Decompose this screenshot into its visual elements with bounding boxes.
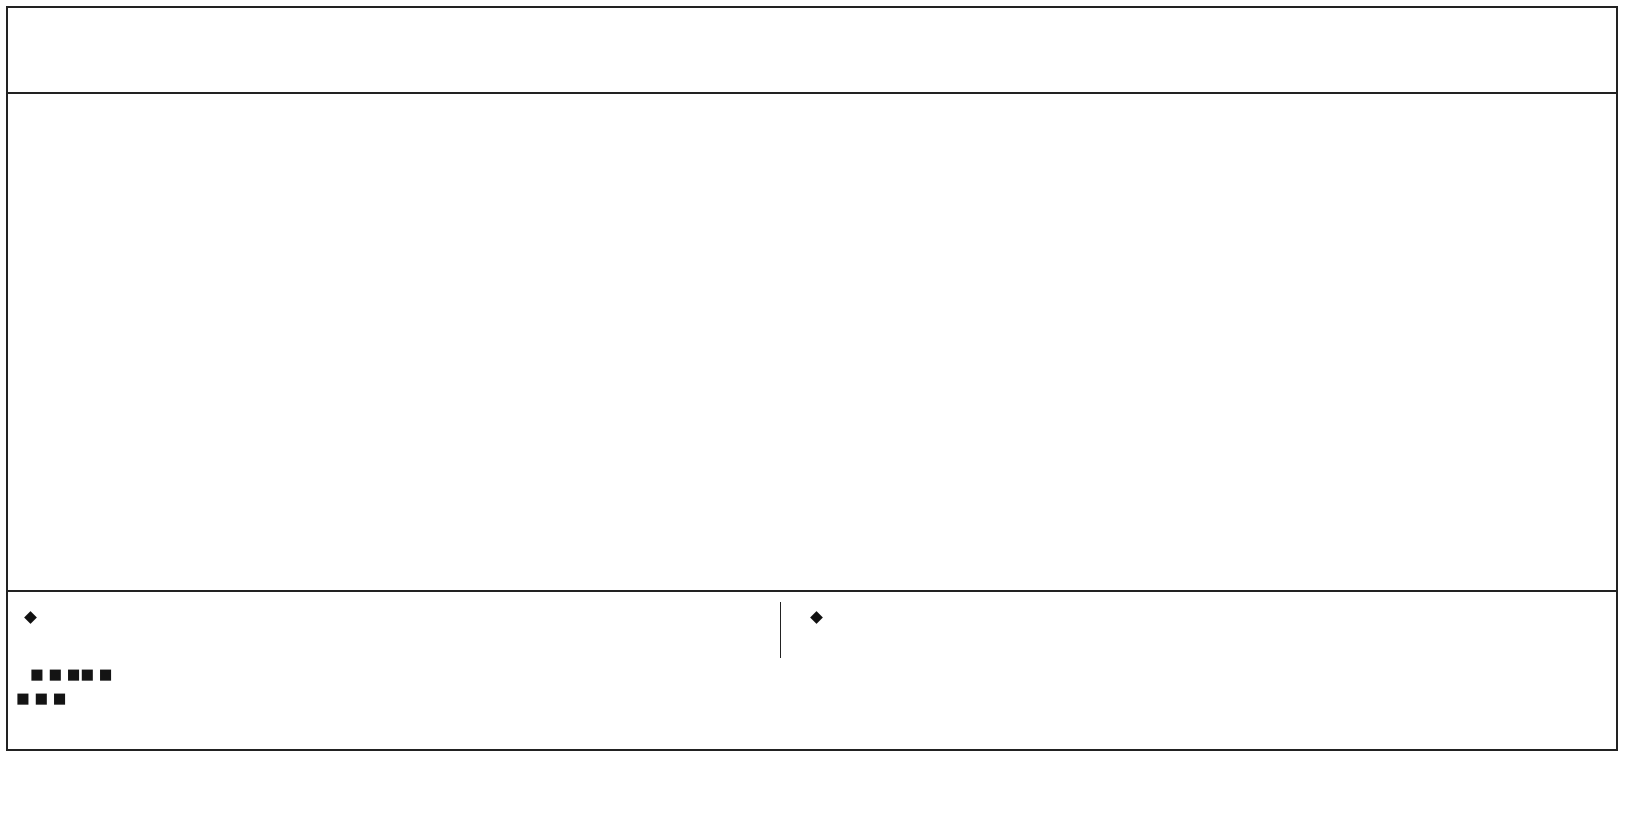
footer-divider [780, 602, 781, 658]
note-fr [22, 610, 39, 626]
flag-stop-icon: ■ [66, 667, 81, 683]
extra-stops-line-2 [16, 690, 66, 707]
flag-stop-icon: ■ [16, 691, 30, 707]
diamond-icon [810, 611, 823, 624]
flag-stop-icon: ■ [52, 691, 67, 707]
timetable-header [8, 8, 1616, 94]
flag-stop-icon: ■ [80, 667, 95, 683]
extra-stops-line-1 [30, 666, 112, 683]
flag-stop-icon: ■ [34, 691, 49, 707]
footer-notes [8, 590, 1616, 752]
diamond-icon [24, 611, 37, 624]
flag-stop-icon: ■ [48, 667, 63, 683]
flag-stop-icon: ■ [30, 667, 44, 683]
note-nl [808, 610, 825, 626]
flag-stop-icon: ■ [98, 667, 113, 683]
